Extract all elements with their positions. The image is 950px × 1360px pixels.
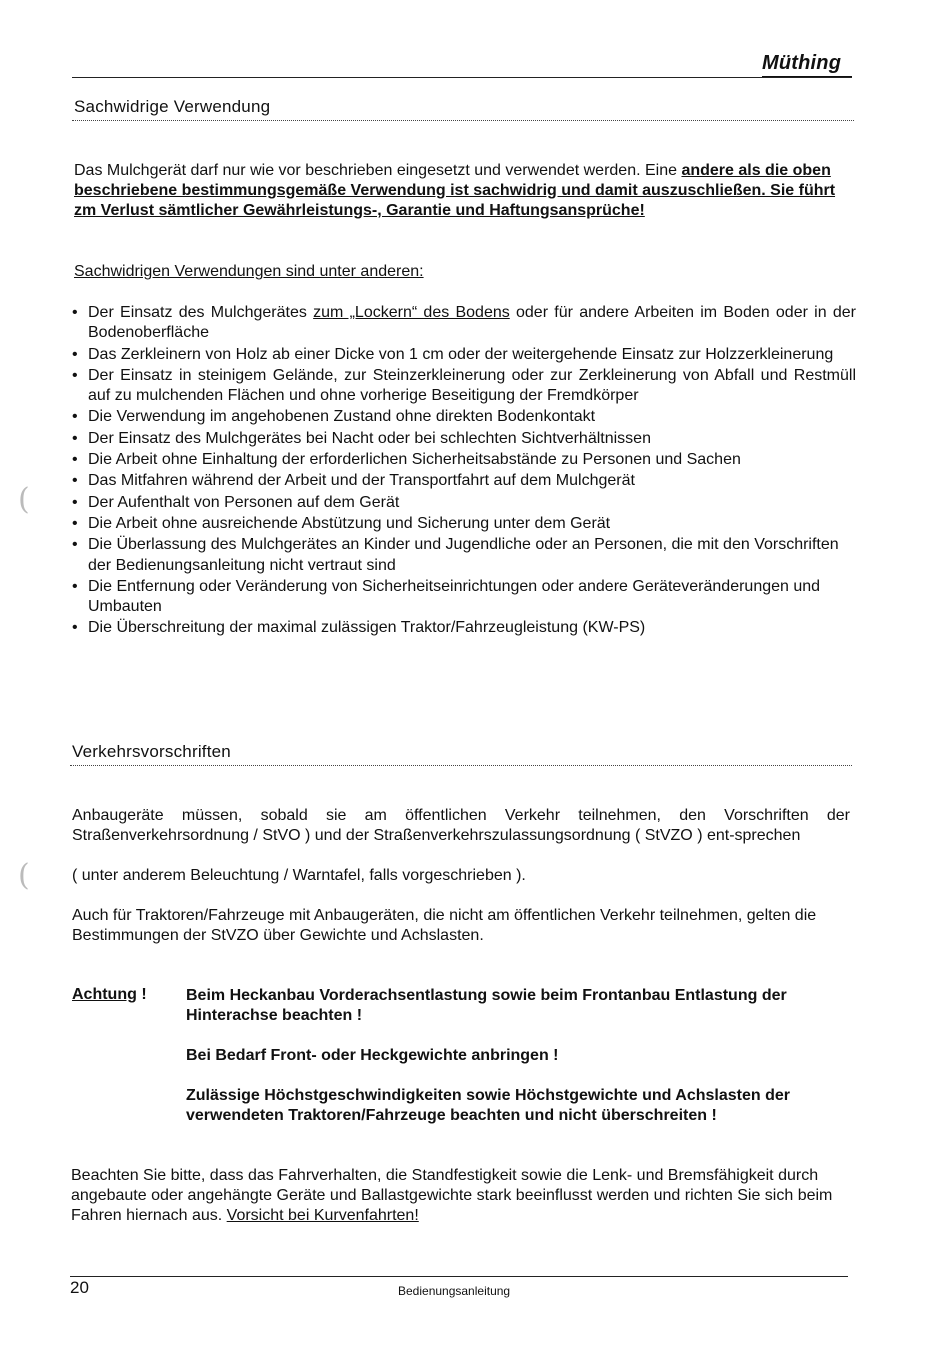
list-item: • Das Mitfahren während der Arbeit und der Transportfahrt auf dem Mulchgerät — [72, 471, 856, 491]
brand-logo: Müthing — [762, 52, 842, 74]
list-item: • Der Aufenthalt von Personen auf dem Gerät — [72, 493, 856, 513]
traffic-note: ( unter anderem Beleuchtung / Warntafel, falls vorgeschrieben ). — [72, 867, 526, 884]
warning-weights: Bei Bedarf Front- oder Heckgewichte anbringen ! — [186, 1047, 559, 1064]
misuse-list — [72, 303, 856, 640]
list-item: • Die Verwendung im angehobenen Zustand ohne direkten Bodenkontakt — [72, 407, 856, 427]
section-title-sachwidrige-verwendung: Sachwidrige Verwendung — [74, 97, 271, 116]
list-item-text: Der Einsatz des Mulchgerätes — [88, 304, 314, 321]
achtung-word: Achtung — [72, 986, 137, 1003]
list-item: • Die Arbeit ohne ausreichende Abstützung und Sicherung unter dem Gerät — [72, 514, 856, 534]
intro-text: Das Mulchgerät darf nur wie vor beschrieben eingesetzt und verwendet werden. Eine — [74, 162, 682, 179]
footer-title: Bedienungsanleitung — [398, 1284, 511, 1298]
intro-paragraph — [74, 161, 844, 221]
weights-paragraph: Auch für Traktoren/Fahrzeuge mit Anbaugeräten, die nicht am öffentlichen Verkehr teilnehmen, gelten die Bestimmungen der StVZO über Gewichte und Achslasten. — [72, 907, 817, 944]
list-item-text: oder für andere Arbeiten im Boden oder in der Bodenoberfläche — [88, 304, 857, 342]
scan-artifact: ( — [18, 482, 30, 517]
warning-speed-limits: Zulässige Höchstgeschwindigkeiten sowie Höchstgewichte und Achslasten der verwendeten Traktoren/Fahrzeuge beachten und nicht überschreiten ! — [186, 1087, 790, 1124]
closing-underlined: Vorsicht bei Kurvenfahrten! — [226, 1207, 419, 1224]
list-item: • Die Entfernung oder Veränderung von Sicherheitseinrichtungen oder andere Geräteveränderungen und Umbauten — [72, 577, 856, 618]
list-item: • Das Zerkleinern von Holz ab einer Dicke von 1 cm oder der weitergehende Einsatz zur Holzzerkleinerung — [72, 345, 856, 365]
page-number: 20 — [70, 1278, 89, 1297]
header-rule — [72, 77, 852, 78]
list-item — [72, 303, 856, 344]
intro-emphasis: andere als die oben beschriebene bestimmungsgemäße Verwendung ist sachwidrig und damit auszuschließen. Sie führt zm Verlust sämtlicher Gewährleistungs-, Garantie und Haftungsansprüche! — [74, 162, 836, 219]
achtung-label — [72, 986, 147, 1004]
closing-text: Beachten Sie bitte, dass das Fahrverhalten, die Standfestigkeit sowie die Lenk- und Bremsfähigkeit durch angebaute oder angehängte Geräte und Ballastgewichte stark beeinflusst werden und richten Sie sich beim Fahren hiernach aus. — [71, 1167, 833, 1224]
list-item: • Die Überschreitung der maximal zulässigen Traktor/Fahrzeugleistung (KW-PS) — [72, 618, 856, 638]
list-item: • Die Arbeit ohne Einhaltung der erforderlichen Sicherheitsabstände zu Personen und Sachen — [72, 450, 856, 470]
list-heading: Sachwidrigen Verwendungen sind unter anderen: — [74, 263, 424, 280]
achtung-mark: ! — [136, 986, 147, 1003]
list-item-underlined: zum „Lockern“ des Bodens — [313, 304, 510, 321]
traffic-paragraph: Anbaugeräte müssen, sobald sie am öffentlichen Verkehr teilnehmen, den Vorschriften der Straßenverkehrsordnung / StVO ) und der Straßenverkehrszulassungsordnung ( StVZO ) ent-sprechen — [72, 807, 850, 844]
closing-paragraph — [71, 1166, 853, 1226]
footer-rule — [70, 1276, 848, 1277]
section-rule — [70, 765, 852, 766]
section-title-verkehrsvorschriften: Verkehrsvorschriften — [72, 742, 231, 761]
scan-artifact: ( — [18, 858, 30, 893]
list-item: • Der Einsatz in steinigem Gelände, zur Steinzerkleinerung oder zur Zerkleinerung von Abfall und Restmüll auf zu mulchenden Flächen und ohne vorherige Beseitigung der Fremdkörper — [72, 366, 856, 407]
list-item: • Der Einsatz des Mulchgerätes bei Nacht oder bei schlechten Sichtverhältnissen — [72, 429, 856, 449]
list-item: • Die Überlassung des Mulchgerätes an Kinder und Jugendliche oder an Personen, die mit den Vorschriften der Bedienungsanleitung nicht vertraut sind — [72, 535, 856, 576]
warning-axle-load: Beim Heckanbau Vorderachsentlastung sowie beim Frontanbau Entlastung der Hinterachse beachten ! — [186, 987, 787, 1024]
section-rule — [72, 120, 854, 121]
